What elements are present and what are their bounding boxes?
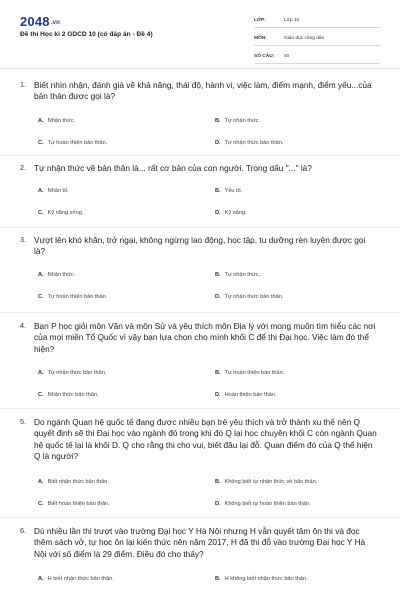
- question-3-options: [38, 272, 378, 306]
- question-separator: [0, 517, 400, 518]
- question-2-options: [38, 188, 378, 222]
- question-number: 5.: [20, 417, 26, 426]
- site-logo[interactable]: [20, 14, 60, 29]
- question-number: 4.: [20, 321, 26, 330]
- question-2: [20, 163, 380, 174]
- question-number: 6.: [20, 526, 26, 535]
- meta-value: 40: [284, 54, 290, 59]
- exam-title: Đề thi Học kì 2 GDCD 10 (có đáp án - Đề 4): [20, 31, 153, 38]
- option-a[interactable]: A. Biết nhận thức bản thân.: [38, 479, 109, 485]
- option-b[interactable]: B. H không biết nhận thức bản thân.: [215, 576, 308, 582]
- question-separator: [0, 408, 400, 409]
- question-number: 1.: [20, 80, 26, 89]
- question-text: Vượt lên khó khăn, trở ngại, không ngừng lao động, học tập, tu dưỡng rèn luyện được gọi là?: [34, 235, 366, 257]
- option-c[interactable]: C. Tự hoàn thiện bản thân.: [38, 140, 108, 146]
- option-c[interactable]: C. Nhận thức bản thân.: [38, 392, 99, 398]
- question-5-options: [38, 479, 378, 513]
- option-a[interactable]: A. Nhân tố.: [38, 188, 69, 194]
- option-c[interactable]: C. Kỹ năng sống.: [38, 210, 84, 216]
- option-d[interactable]: D. Tự nhận thức bản thân.: [215, 294, 284, 300]
- question-text: Dù nhiều lần thi trượt vào trường Đại học Y Hà Nội nhưng H vẫn quyết tâm ôn thi và đọc thêm sách vở, tự học ôn lại kiến thức nên năm 2017, H đã thi đỗ vào trường Đại học Y Hà Nội với số điểm là 29 điểm. Điều đó cho thấy?: [34, 526, 366, 559]
- question-1: [20, 80, 380, 103]
- meta-row-subject: [254, 32, 380, 46]
- meta-label: MÔN:: [254, 36, 267, 41]
- question-5: [20, 417, 380, 462]
- logo-suffix: .vn: [50, 19, 61, 26]
- question-4-options: [38, 370, 378, 404]
- question-1-options: [38, 118, 378, 152]
- option-b[interactable]: B. Tự nhận thức.: [215, 272, 261, 278]
- option-a[interactable]: A. Nhận thức.: [38, 118, 76, 124]
- question-number: 2.: [20, 163, 26, 172]
- question-text: Biết nhìn nhận, đánh giá về khả năng, thái độ, hành vi, việc làm, điểm mạnh, điểm yếu...của bản thân được gọi là?: [34, 80, 372, 102]
- meta-row-class: [254, 14, 380, 28]
- question-separator: [0, 155, 400, 156]
- option-a[interactable]: A. Nhận thức.: [38, 272, 76, 278]
- meta-label: LỚP:: [254, 18, 266, 23]
- meta-row-question-count: [254, 50, 380, 64]
- question-separator: [0, 312, 400, 313]
- page-header: [0, 0, 400, 66]
- question-number: 3.: [20, 235, 26, 244]
- question-text: Bạn P học giỏi môn Văn và môn Sử và yêu thích môn Địa lý với mong muốn tìm hiểu các nơi của mọi miền Tổ Quốc vì vậy bạn lựa chọn cho mình khối C để thi Đại học. Việc làm đó thể hiện?: [34, 321, 376, 354]
- question-separator: [0, 227, 400, 228]
- option-d[interactable]: D. Hoàn thiện bản thân.: [215, 392, 277, 398]
- question-text: Tự nhận thức về bản thân là... rất cơ bản của con người. Trong dấu "..." là?: [34, 163, 312, 173]
- option-a[interactable]: A. H biết nhận thức bản thân.: [38, 576, 114, 582]
- option-d[interactable]: D. Tự nhận thức bản thân.: [215, 140, 284, 146]
- option-d[interactable]: D. Không biết tự hoàn thiện bản thân.: [215, 501, 311, 507]
- question-3: [20, 235, 380, 258]
- question-text: Do ngành Quan hệ quốc tế đang được nhiều bạn trẻ yêu thích và trở thành xu thế nên Q quyết định sẽ thi Đại học vào ngành đó trong khi đó Q lại học chuyên khối C còn ngành Quan hệ quốc tế lại là khối D. Q cho rằng thi cho vui, biết đâu lại đỗ. Quan điểm đó của Q thể hiện Q là người?: [34, 417, 377, 461]
- meta-value: Giáo dục công dân: [284, 36, 325, 41]
- option-b[interactable]: B. Tự nhận thức.: [215, 118, 261, 124]
- option-d[interactable]: D. Kỹ năng.: [215, 210, 247, 216]
- question-6: [20, 526, 380, 560]
- logo-text: 2048: [20, 14, 50, 29]
- question-4: [20, 321, 380, 355]
- option-c[interactable]: C. Tự hoàn thiện bản thân.: [38, 294, 108, 300]
- option-b[interactable]: B. Tự hoàn thiện bản thân.: [215, 370, 285, 376]
- option-a[interactable]: A. Tự nhận thức bản thân.: [38, 370, 107, 376]
- exam-meta: [254, 14, 380, 64]
- option-c[interactable]: C. Biết hoàn thiện bản thân.: [38, 501, 110, 507]
- meta-value: Lớp 10: [284, 18, 300, 23]
- question-6-options: [38, 576, 378, 588]
- meta-label: SỐ CÂU:: [254, 54, 275, 59]
- option-b[interactable]: B. Yếu tố.: [215, 188, 243, 194]
- header-divider: [0, 68, 400, 69]
- option-b[interactable]: B. Không biết tự nhận thức về bản thân.: [215, 479, 318, 485]
